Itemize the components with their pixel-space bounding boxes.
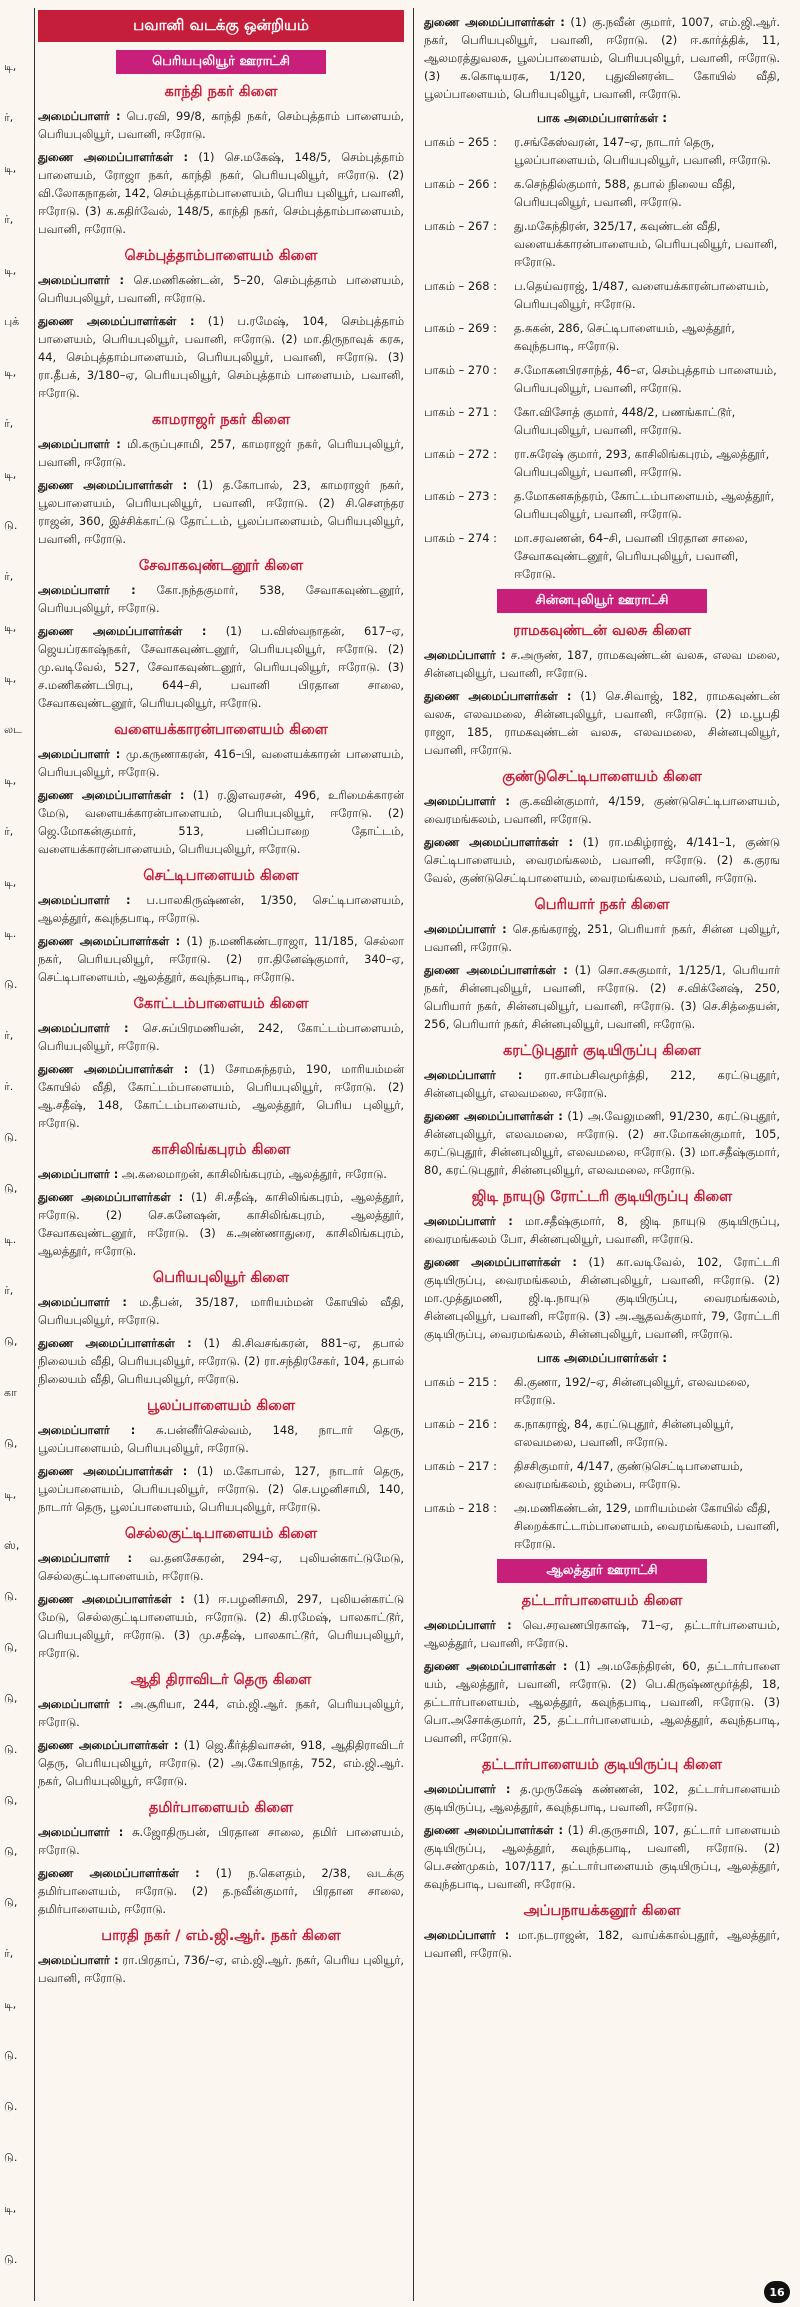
member-details: ப.பாலகிருஷ்ணன், 1/350, செட்டிபாளையம், ஆலத்தூர், கவுந்தபாடி, ஈரோடு. <box>38 893 404 925</box>
member-details: கு.கவின்குமார், 4/159, குண்டுசெட்டிபாளையம், வைரமங்கலம், பவானி, ஈரோடு. <box>424 794 780 826</box>
role-label: அமைப்பாளர் : <box>424 648 506 662</box>
role-label: துணை அமைப்பாளர்கள் : <box>38 1866 200 1880</box>
member-entry <box>424 646 780 682</box>
member-details: (1) சோமசுந்தரம், 190, மாரியம்மன் கோயில் வீதி, கோட்டம்பாளையம், பெரியபுலியூர், ஈரோடு. (2) ஆ.சதீஷ், 148, கோட்டம்பாளையம், ஆலத்தூர், பெரிய புலியூர், ஈரோடு. <box>38 1062 404 1130</box>
member-details: அ.கலைமாறன், காசிலிங்கபுரம், ஆலத்தூர், ஈரோடு. <box>118 1167 387 1181</box>
gutter-text: ர், <box>4 1284 14 1297</box>
gutter-text: டி, <box>4 264 17 277</box>
member-entry <box>38 1864 404 1918</box>
booth-row <box>424 361 780 397</box>
role-label: துணை அமைப்பாளர்கள் : <box>38 1336 192 1350</box>
gutter-text: டு, <box>4 1182 18 1195</box>
branch-heading: கரட்டுபுதூர் குடியிருப்பு கிளை <box>503 1043 701 1059</box>
role-label: துணை அமைப்பாளர்கள் : <box>38 150 189 164</box>
booth-row <box>424 1499 780 1553</box>
gutter-text: டு. <box>4 2049 18 2062</box>
member-entry <box>424 1107 780 1179</box>
member-entry <box>38 786 404 858</box>
role-label: அமைப்பாளர் : <box>38 1167 119 1181</box>
member-details: (1) சி.குருசாமி, 107, தட்டார் பாளையம் குடியிருப்பு, ஆலத்தூர், கவுந்தபாடி, பவானி, ஈரோடு. (2) பெ.சண்முகம், 107/117, தட்டார்பாளையம் குடியிருப்பு, ஆலத்தூர், கவுந்தபாடி, பவானி, ஈரோடு. <box>424 1823 780 1891</box>
member-details: (1) ஜெ.கீர்த்திவாசன், 918, ஆதிதிராவிடர் தெரு, பெரியபுலியூர், ஈரோடு. (2) அ.கோபிநாத், 752, எம்.ஜி.ஆர். நகர், பெரியபுலியூர், ஈரோடு. <box>38 1738 404 1788</box>
member-details: பெ.ரவி, 99/8, காந்தி நகர், செம்புத்தாம் பாளையம், பெரியபுலியூர், பவானி, ஈரோடு. <box>38 109 404 141</box>
member-details: சு.பன்னீர்செல்வம், 148, நாடார் தெரு, பூலப்பாளையம், பெரியபுலியூர், ஈரோடு. <box>38 1423 404 1455</box>
member-entry <box>424 792 780 828</box>
branch-heading: செம்புத்தாம்பாளையம் கிளை <box>124 248 318 264</box>
gutter-text: டி, <box>4 876 17 889</box>
gutter-text: ர். <box>4 1080 14 1093</box>
member-details: (1) ரா.மகிழ்ராஜ், 4/141–1, குண்டு செட்டிபாளையம், வைரமங்கலம், பவானி, ஈரோடு. (2) க.குரங வேல், குண்டுசெட்டிபாளையம், வைரமங்கலம், பவானி, ஈரோடு. <box>424 835 780 885</box>
member-details: கோ.நந்தகுமார், 538, சேவாகவுண்டனூர், பெரியபுலியூர், ஈரோடு. <box>38 583 404 615</box>
member-entry <box>38 622 404 712</box>
booth-number: பாகம் – 265 : <box>424 135 498 149</box>
branch-heading: பெரியார் நகர் கிளை <box>534 897 670 913</box>
role-label: அமைப்பாளர் : <box>38 747 121 761</box>
branch-heading: செட்டிபாளையம் கிளை <box>143 868 299 884</box>
member-entry <box>38 271 404 307</box>
booth-details: மா.சரவணன், 64–சி, பவானி பிரதான சாலை, சேவாகவுண்டனூர், பெரியபுலியூர், பவானி, ஈரோடு. <box>514 531 748 581</box>
gutter-text: கா <box>4 1386 17 1399</box>
booth-number: பாகம் – 267 : <box>424 219 498 233</box>
booth-details: ப.தெய்வராஜ், 1/487, வளையக்காரன்பாளையம், பெரியபுலியூர், ஈரோடு. <box>514 279 769 311</box>
role-label: அமைப்பாளர் : <box>38 1825 124 1839</box>
role-label: துணை அமைப்பாளர்கள் : <box>38 478 188 492</box>
member-details: (1) செ.சிவாஜ், 182, ராமகவுண்டன் வலசு, எலவமலை, சின்னபுலியூர், பவானி, ஈரோடு. (2) ம.பூபதி ராஜா, 185, ராமகவுண்டன் வலசு, எலவமலை, சின்னபுலியூர், பவானி, ஈரோடு. <box>424 689 780 757</box>
role-label: அமைப்பாளர் : <box>38 1697 123 1711</box>
member-entry <box>38 435 404 471</box>
branch-heading: ஜிடி நாயுடு ரோட்டரி குடியிருப்பு கிளை <box>471 1189 733 1205</box>
gutter-text: டு, <box>4 1641 18 1654</box>
role-label: அமைப்பாளர் : <box>424 1618 512 1632</box>
booth-number: பாகம் – 274 : <box>424 531 498 545</box>
gutter-text: டி, <box>4 60 17 73</box>
gutter-text: ஸ், <box>4 1539 20 1552</box>
member-details: செ.தங்கராஜ், 251, பெரியார் நகர், சின்ன புலியூர், பவானி, ஈரோடு. <box>424 922 780 954</box>
role-label: துணை அமைப்பாளர்கள் : <box>424 963 568 977</box>
member-details: மு.கருணாகரன், 416–பி, வளையக்காரன் பாளையம், பெரியபுலியூர், ஈரோடு. <box>38 747 404 779</box>
member-details: (1) ர.இளவரசன், 496, உரிமைக்காரன் மேடு, வளையக்காரன்பாளையம், பெரியபுலியூர், ஈரோடு. (2) ஜெ.மோகன்குமார், 513, பனிப்பாறை தோட்டம், வளையக்காரன்பாளையம், பெரியபுலியூர், ஈரோடு. <box>38 788 404 856</box>
member-details: வ.தனசேகரன், 294–ஏ, புலியன்காட்டுமேடு, செல்லகுட்டிபாளையம், ஈரோடு. <box>38 1551 404 1583</box>
member-entry <box>38 581 404 617</box>
member-details: (1) ந.மணிகண்டராஜா, 11/185, செல்லா நகர், பெரியபுலியூர், ஈரோடு. (2) ரா.தினேஷ்குமார், 340–ஏ, செட்டிபாளையம், ஆலத்தூர், கவுந்தபாடி, ஈரோடு. <box>38 934 404 984</box>
member-entry <box>424 833 780 887</box>
section-heading: பாக அமைப்பாளர்கள் : <box>536 1351 668 1365</box>
member-details: (1) செ.மகேஷ், 148/5, செம்புத்தாம் பாளையம், ரோஜா நகர், காந்தி நகர், பெரியபுலியூர், ஈரோடு. (2) வி.லோகநாதன், 142, செம்புத்தாம்பாளையம், பெரிய புலியூர், பவானி, ஈரோடு. (3) க.கதிர்வேல், 148/5, காந்தி நகர், செம்புத்தாம்பாளையம், பவானி, ஈரோடு. <box>38 150 404 236</box>
gutter-text: டி, <box>4 468 17 481</box>
section-heading: பாக அமைப்பாளர்கள் : <box>536 111 668 125</box>
booth-row <box>424 403 780 439</box>
booth-number: பாகம் – 216 : <box>424 1417 498 1431</box>
booth-details: கி.குணா, 192/–ஏ, சின்னபுலியூர், எலவமலை, ஈரோடு. <box>514 1375 750 1407</box>
member-entry <box>38 1695 404 1731</box>
booth-details: ர.சங்கேஸ்வரன், 147–ஏ, நாடார் தெரு, பூலப்பாளையம், பெரியபுலியூர், பவானி, ஈரோடு. <box>514 135 772 167</box>
branch-heading: காந்தி நகர் கிளை <box>164 84 278 100</box>
gutter-text: ர், <box>4 1947 14 1960</box>
gutter-text: டி, <box>4 621 17 634</box>
role-label: துணை அமைப்பாளர்கள் : <box>38 934 181 948</box>
booth-details: த.சுகன், 286, செட்டிபாளையம், ஆலத்தூர், கவுந்தபாடி, ஈரோடு. <box>514 321 735 353</box>
panchayat-banner: ஆலத்தூர் ஊராட்சி <box>497 1559 707 1583</box>
gutter-text: டி, <box>4 1998 17 2011</box>
branch-heading: தட்டார்பாளையம் குடியிருப்பு கிளை <box>482 1757 722 1773</box>
member-entry <box>38 1293 404 1329</box>
gutter-text: டி. <box>4 927 17 940</box>
booth-row <box>424 277 780 313</box>
member-entry <box>424 961 780 1033</box>
booth-number: பாகம் – 217 : <box>424 1459 498 1473</box>
member-details: (1) சொ.சசுகுமார், 1/125/1, பெரியார் நகர், சின்னபுலியூர், பவானி, ஈரோடு. (2) ச.விக்னேஷ், 250, பெரியார் நகர், சின்னபுலியூர், பவானி, ஈரோடு. (3) செ.சித்தையன், 256, பெரியார் நகர், சின்னபுலியூர், பவானி, ஈரோடு. <box>424 963 780 1031</box>
booth-row <box>424 487 780 523</box>
member-details: (1) ஈ.பழனிசாமி, 297, புலியன்காட்டு மேடு, செல்லகுட்டிபாளையம், ஈரோடு. (2) கி.ரமேஷ், பாலகாட்டூர், பெரியபுலியூர், ஈரோடு. (3) மு.சதீஷ், பாலகாட்டூர், பெரியபுலியூர், ஈரோடு. <box>38 1592 404 1660</box>
gutter-text: ர், <box>4 111 14 124</box>
member-details: செ.மணிகண்டன், 5–20, செம்புத்தாம் பாளையம், பெரியபுலியூர், பவானி, ஈரோடு. <box>38 273 404 305</box>
member-entry <box>424 1821 780 1893</box>
member-details: ச.அருண், 187, ராமகவுண்டன் வலசு, எலவ மலை, சின்னபுலியூர், பவானி, ஈரோடு. <box>424 648 781 680</box>
member-entry <box>424 687 780 759</box>
role-label: துணை அமைப்பாளர்கள் : <box>38 314 195 328</box>
member-entry <box>38 1060 404 1132</box>
branch-heading: கோட்டம்பாளையம் கிளை <box>133 996 309 1012</box>
role-label: துணை அமைப்பாளர்கள் : <box>424 835 574 849</box>
role-label: அமைப்பாளர் : <box>424 1928 510 1942</box>
column-divider-middle <box>413 8 414 2301</box>
member-entry <box>38 1549 404 1585</box>
gutter-text: ர், <box>4 1029 14 1042</box>
booth-number: பாகம் – 269 : <box>424 321 498 335</box>
member-entry <box>38 932 404 986</box>
branch-heading: சேவாகவுண்டனூர் கிளை <box>138 558 304 574</box>
member-entry <box>38 1951 404 1987</box>
role-label: துணை அமைப்பாளர்கள் : <box>38 1464 188 1478</box>
gutter-text: ர், <box>4 213 14 226</box>
role-label: துணை அமைப்பாளர்கள் : <box>38 788 185 802</box>
booth-row <box>424 319 780 355</box>
booth-row <box>424 445 780 481</box>
member-details: (1) ப.ரமேஷ், 104, செம்புத்தாம் பாளையம், பெரியபுலியூர், பவானி, ஈரோடு. (2) மா.திருநாவுக் கரசு, 44, செம்புத்தாம்பாளையம், பெரியபுலியூர், பவானி, ஈரோடு. (3) ரா.தீபக், 3/180–ஏ, பெரியபுலியூர், செம்புத்தாம் பாளையம், பவானி, ஈரோடு. <box>38 314 404 400</box>
member-entry <box>424 1212 780 1248</box>
member-entry <box>38 1188 404 1260</box>
role-label: அமைப்பாளர் : <box>38 1423 136 1437</box>
role-label: அமைப்பாளர் : <box>38 1953 119 1967</box>
member-details: ரா.பிரதாப், 736/–ஏ, எம்.ஜி.ஆர். நகர், பெரிய புலியூர், பவானி, ஈரோடு. <box>38 1953 404 1985</box>
member-entry <box>38 1736 404 1790</box>
gutter-text: டு. <box>4 1743 18 1756</box>
member-entry <box>424 1066 780 1102</box>
role-label: துணை அமைப்பாளர்கள் : <box>38 1738 179 1752</box>
member-entry <box>424 920 780 956</box>
branch-heading: செல்லகுட்டிபாளையம் கிளை <box>124 1526 318 1542</box>
gutter-text: டு. <box>4 1131 18 1144</box>
gutter-text: டி, <box>4 162 17 175</box>
role-label: துணை அமைப்பாளர்கள் : <box>38 1062 189 1076</box>
member-entry <box>424 1780 780 1816</box>
member-details: (1) த.கோபால், 23, காமராஜர் நகர், பூலபாளையம், பெரியபுலியூர், பவானி, ஈரோடு. (2) சி.சௌந்தர ராஜன், 360, இச்சிக்காட்டு தோட்டம், பூலப்பாளையம், பெரியபுலியூர், பவானி, ஈரோடு. <box>38 478 404 546</box>
member-entry <box>38 1019 404 1055</box>
branch-heading: பூலப்பாளையம் கிளை <box>146 1398 296 1414</box>
gutter-text: டு. <box>4 2100 18 2113</box>
booth-row <box>424 529 780 583</box>
member-entry <box>38 1823 404 1859</box>
gutter-text: டு. <box>4 2253 18 2266</box>
role-label: துணை அமைப்பாளர்கள் : <box>424 689 572 703</box>
booth-number: பாகம் – 218 : <box>424 1501 498 1515</box>
booth-row <box>424 217 780 271</box>
gutter-text: டு, <box>4 1692 18 1705</box>
booth-details: க.நாகராஜ், 84, கரட்டுபுதூர், சின்னபுலியூர், எலவமலை, பவானி, ஈரோடு. <box>514 1417 734 1449</box>
gutter-text: டு. <box>4 519 18 532</box>
gutter-text: ர், <box>4 417 14 430</box>
branch-heading: பாரதி நகர் / எம்.ஜி.ஆர். நகர் கிளை <box>101 1928 341 1944</box>
role-label: அமைப்பாளர் : <box>38 893 131 907</box>
member-details: சு.ஜோதிருபன், பிரதான சாலை, தமிர் பாளையம், ஈரோடு. <box>38 1825 404 1857</box>
gutter-text: டு, <box>4 1794 18 1807</box>
role-label: அமைப்பாளர் : <box>38 437 121 451</box>
member-entry <box>38 1165 404 1183</box>
gutter-text: டி, <box>4 1488 17 1501</box>
booth-number: பாகம் – 272 : <box>424 447 498 461</box>
gutter-text: டு, <box>4 1845 18 1858</box>
branch-heading: ராமகவுண்டன் வலசு கிளை <box>512 623 692 639</box>
gutter-text: டி, <box>4 774 17 787</box>
member-details: மா.நடராஜன், 182, வாய்க்கால்புதூர், ஆலத்தூர், பவானி, ஈரோடு. <box>424 1928 780 1960</box>
page-number-badge: 16 <box>764 2281 790 2303</box>
booth-row <box>424 175 780 211</box>
role-label: அமைப்பாளர் : <box>424 1068 523 1082</box>
booth-row <box>424 1373 780 1409</box>
union-title-banner: பவானி வடக்கு ஒன்றியம் <box>38 10 404 42</box>
role-label: அமைப்பாளர் : <box>424 922 507 936</box>
left-gutter-cutoff-text <box>0 0 34 2307</box>
branch-heading: தமிர்பாளையம் கிளை <box>148 1800 294 1816</box>
member-entry <box>424 1926 780 1962</box>
member-details: (1) ப.விஸ்வநாதன், 617–ஏ, ஜெயப்ரகாஷ்நகர், சேவாகவுண்டனூர், பெரியபுலியூர், ஈரோடு. (2) மு.வடிவேல், 527, சேவாகவுண்டனூர், பெரியபுலியூர், ஈரோடு. (3) ச.மணிகண்டபிரபு, 644–சி, பவானி பிரதான சாலை, சேவாகவுண்டனூர், பெரியபுலியூர், ஈரோடு. <box>38 624 404 710</box>
member-details: மா.சதீஷ்குமார், 8, ஜிடி நாயுடு குடியிருப்பு, வைரமங்கலம் போ, சின்னபுலியூர், பவானி, ஈரோடு. <box>424 1214 780 1246</box>
gutter-text: புக் <box>4 315 20 328</box>
gutter-text: டு, <box>4 1437 18 1450</box>
role-label: துணை அமைப்பாளர்கள் : <box>38 624 207 638</box>
member-entry <box>424 1616 780 1652</box>
role-label: அமைப்பாளர் : <box>38 109 121 123</box>
member-entry <box>38 312 404 402</box>
branch-heading: ஆதி திராவிடர் தெரு கிளை <box>130 1672 312 1688</box>
member-details: செ.சுப்பிரமணியன், 242, கோட்டம்பாளையம், பெரியபுலியூர், ஈரோடு. <box>38 1021 404 1053</box>
member-details: ரா.சாம்பசிவமூர்த்தி, 212, கரட்டுபுதூர், சின்னபுலியூர், எலவமலை, ஈரோடு. <box>424 1068 780 1100</box>
column-divider-left <box>34 8 35 2301</box>
gutter-text: டி. <box>4 1233 17 1246</box>
left-column-entries <box>38 50 404 1987</box>
booth-details: திசசிகுமார், 4/147, குண்டுசெட்டிபாளையம், வைரமங்கலம், ஜம்பை, ஈரோடு. <box>514 1459 744 1491</box>
role-label: அமைப்பாளர் : <box>38 1021 129 1035</box>
gutter-text: டு, <box>4 1896 18 1909</box>
booth-number: பாகம் – 270 : <box>424 363 498 377</box>
member-details: (1) அ.வேலுமணி, 91/230, கரட்டுபுதூர், சின்னபுலியூர், எலவமலை, ஈரோடு. (2) சா.மோகன்குமார், 105, கரட்டுபுதூர், சின்னபுலியூர், எலவமலை, ஈரோடு. (3) மா.சதீஷ்குமார், 80, கரட்டுபுதூர், சின்னபுலியூர், எலவமலை, ஈரோடு. <box>424 1109 780 1177</box>
booth-number: பாகம் – 271 : <box>424 405 498 419</box>
branch-heading: தட்டார்பாளையம் கிளை <box>521 1593 683 1609</box>
right-column-entries <box>424 13 780 1962</box>
role-label: அமைப்பாளர் : <box>38 1551 133 1565</box>
gutter-text: டு, <box>4 1335 18 1348</box>
role-label: துணை அமைப்பாளர்கள் : <box>424 1255 577 1269</box>
gutter-text: டு. <box>4 978 18 991</box>
role-label: துணை அமைப்பாளர்கள் : <box>424 1109 563 1123</box>
panchayat-banner: சின்னபுலியூர் ஊராட்சி <box>497 589 707 613</box>
gutter-text: டு. <box>4 2151 18 2164</box>
member-details: அ.சூரியா, 244, எம்.ஜி.ஆர். நகர், பெரியபுலியூர், ஈரோடு. <box>38 1697 404 1729</box>
booth-details: கோ.விசோத் குமார், 448/2, பணங்காட்டூர், பெரியபுலியூர், பவானி, ஈரோடு. <box>514 405 736 437</box>
member-details: மி.கருப்புசாமி, 257, காமராஜர் நகர், பெரியபுலியூர், பவானி, ஈரோடு. <box>38 437 404 469</box>
gutter-text: ர், <box>4 825 14 838</box>
member-details: (1) சி.சதீஷ், காசிலிங்கபுரம், ஆலத்தூர், ஈரோடு. (2) செ.கனேஷன், காசிலிங்கபுரம், ஆலத்தூர், சேவாகவுண்டனூர், ஈரோடு. (3) க.அண்ணாதுரை, காசிலிங்கபுரம், ஆலத்தூர், ஈரோடு. <box>38 1190 404 1258</box>
member-entry <box>38 476 404 548</box>
member-details: (1) அ.மகேந்திரன், 60, தட்டார்பாளை யம், ஆலத்தூர், பவானி, ஈரோடு. (2) பெ.கிருஷ்ணமூர்த்தி, 18, தட்டார்பாளையம், ஆலத்தூர், கவுந்தபாடி, பவானி, ஈரோடு. (3) பொ.அசோக்குமார், 25, தட்டார்பாளையம், ஆலத்தூர், கவுந்தபாடி, பவானி, ஈரோடு. <box>424 1659 780 1745</box>
member-entry <box>424 1253 780 1343</box>
member-entry <box>38 1590 404 1662</box>
booth-details: அ.மணிகண்டன், 129, மாரியம்மன் கோயில் வீதி, சிறைக்காட்டாம்பாளையம், வைரமங்கலம், பவானி, ஈரோடு. <box>514 1501 780 1551</box>
panchayat-banner: பெரியபுலியூர் ஊராட்சி <box>116 50 326 74</box>
member-details: (1) கி.சிவசங்கரன், 881–ஏ, தபால் நிலையம் வீதி, பெரியபுலியூர், ஈரோடு. (2) ரா.சந்திரசேகர், 104, தபால் நிலையம் வீதி, பெரியபுலியூர், ஈரோடு. <box>38 1336 404 1386</box>
branch-heading: அப்பநாயக்கனூர் கிளை <box>523 1903 681 1919</box>
gutter-text: ர், <box>4 570 14 583</box>
role-label: துணை அமைப்பாளர்கள் : <box>424 15 565 29</box>
booth-details: து.மகேந்திரன், 325/17, கவுண்டன் வீதி, வளையக்காரன்பாளையம், பெரியபுலியூர், பவானி, ஈரோடு. <box>514 219 778 269</box>
role-label: அமைப்பாளர் : <box>424 1214 513 1228</box>
booth-details: க.செந்தில்குமார், 588, தபால் நிலைய வீதி, பெரியபுலியூர், பவானி, ஈரோடு. <box>514 177 736 209</box>
booth-row <box>424 133 780 169</box>
member-entry <box>38 148 404 238</box>
booth-number: பாகம் – 273 : <box>424 489 498 503</box>
member-details: (1) ந.கௌதம், 2/38, வடக்கு தமிர்பாளையம், ஈரோடு. (2) த.நவீன்குமார், பிரதான சாலை, தமிர்பாளையம், ஈரோடு. <box>38 1866 404 1916</box>
booth-row <box>424 1457 780 1493</box>
branch-heading: காசிலிங்கபுரம் கிளை <box>151 1142 291 1158</box>
booth-details: ரா.சுரேஷ் குமார், 293, காசிலிங்கபுரம், ஆலத்தூர், பெரியபுலியூர், பவானி, ஈரோடு. <box>514 447 770 479</box>
role-label: அமைப்பாளர் : <box>38 273 125 287</box>
member-entry <box>424 1657 780 1747</box>
role-label: அமைப்பாளர் : <box>424 794 510 808</box>
booth-number: பாகம் – 215 : <box>424 1375 498 1389</box>
role-label: அமைப்பாளர் : <box>424 1782 511 1796</box>
branch-heading: குண்டுசெட்டிபாளையம் கிளை <box>502 769 702 785</box>
role-label: துணை அமைப்பாளர்கள் : <box>38 1592 185 1606</box>
role-label: துணை அமைப்பாளர்கள் : <box>38 1190 184 1204</box>
member-entry <box>424 13 780 103</box>
left-column <box>38 10 404 1992</box>
booth-row <box>424 1415 780 1451</box>
role-label: துணை அமைப்பாளர்கள் : <box>424 1823 564 1837</box>
member-entry <box>38 1421 404 1457</box>
branch-heading: வளையக்காரன்பாளையம் கிளை <box>114 722 328 738</box>
member-entry <box>38 107 404 143</box>
gutter-text: டு. <box>4 1590 18 1603</box>
member-entry <box>38 1462 404 1516</box>
member-details: வெ.சரவணபிரகாஷ், 71–ஏ, தட்டார்பாளையம், ஆலத்தூர், பவானி, ஈரோடு. <box>424 1618 780 1650</box>
member-entry <box>38 1334 404 1388</box>
branch-heading: பெரியபுலியூர் கிளை <box>152 1270 290 1286</box>
gutter-text: லட <box>4 723 22 736</box>
branch-heading: காமராஜர் நகர் கிளை <box>151 412 291 428</box>
booth-details: த.மோகனசுந்தரம், கோட்டம்பாளையம், ஆலத்தூர், பெரியபுலியூர், பவானி, ஈரோடு. <box>514 489 775 521</box>
gutter-text: டி, <box>4 2202 17 2215</box>
gutter-text: டி, <box>4 672 17 685</box>
member-entry <box>38 891 404 927</box>
member-details: (1) கு.நவீன் குமார், 1007, எம்.ஜி.ஆர். நகர், பெரியபுலியூர், பவானி, ஈரோடு. (2) ஈ.கார்த்திக், 11, ஆலமரத்துவலசு, பூலப்பாளையம், பெரியபுலியூர், பவானி, ஈரோடு. (3) க.கொடியரசு, 1/120, புதுவினரன்ட கோயில் வீதி, பூலப்பாளையம், பெரியபுலியூர், பவானி, ஈரோடு. <box>424 15 780 101</box>
gutter-text: டி, <box>4 366 17 379</box>
right-column <box>424 10 780 1967</box>
member-details: (1) கா.வடிவேல், 102, ரோட்டரி குடியிருப்பு, வைரமங்கலம், சின்னபுலியூர், பவானி, ஈரோடு. (2) மா.முத்துமணி, ஜி.டி.நாயுடு குடியிருப்பு, வைரமங்கலம், சின்னபுலியூர், பவானி, ஈரோடு. (3) அ.ஆதவக்குமார், 79, ரோட்டரி குடியிருப்பு, வைரமங்கலம், சின்னபுலியூர், பவானி, ஈரோடு. <box>424 1255 780 1341</box>
member-entry <box>38 745 404 781</box>
booth-number: பாகம் – 268 : <box>424 279 498 293</box>
member-details: ம.தீபன், 35/187, மாரியம்மன் கோயில் வீதி, பெரியபுலியூர், ஈரோடு. <box>38 1295 404 1327</box>
role-label: துணை அமைப்பாளர்கள் : <box>424 1659 568 1673</box>
member-details: த.முருகேஷ் கண்ணன், 102, தட்டார்பாளையம் குடியிருப்பு, ஆலத்தூர், கவுந்தபாடி, பவானி, ஈரோடு. <box>424 1782 780 1814</box>
booth-number: பாகம் – 266 : <box>424 177 498 191</box>
member-details: (1) ம.கோபால், 127, நாடார் தெரு, பூலப்பாளையம், பெரியபுலியூர், ஈரோடு. (2) செ.பழனிசாமி, 140, நாடார் தெரு, பூலப்பாளையம், பெரியபுலியூர், ஈரோடு. <box>38 1464 404 1514</box>
booth-details: ச.மோகனபிரசாந்த், 46–எ, செம்புத்தாம் பாளையம், பெரியபுலியூர், பவானி, ஈரோடு. <box>514 363 777 395</box>
role-label: அமைப்பாளர் : <box>38 583 136 597</box>
role-label: அமைப்பாளர் : <box>38 1295 127 1309</box>
